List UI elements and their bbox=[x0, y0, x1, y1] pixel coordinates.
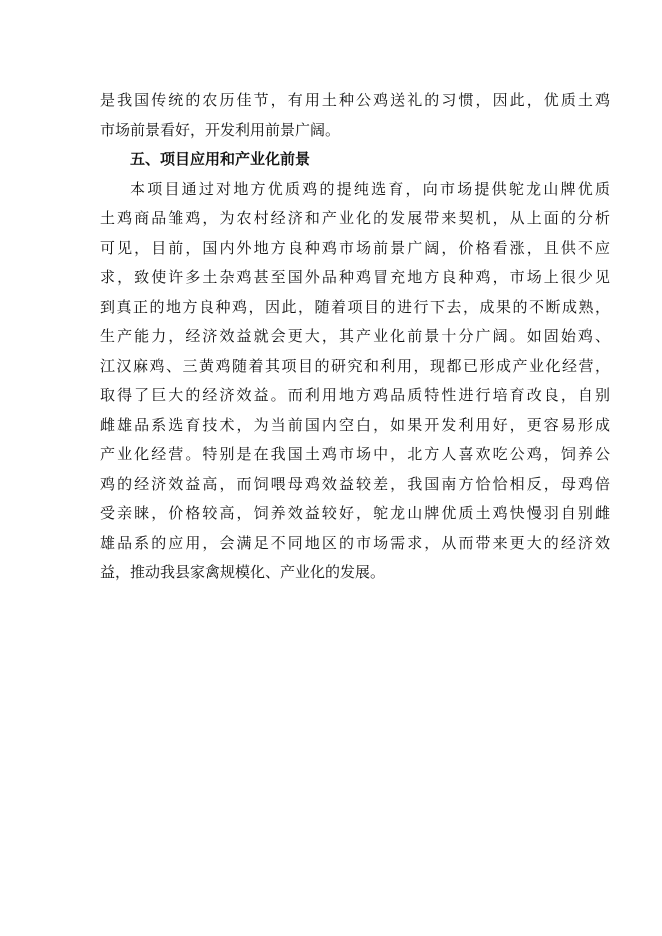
section-heading: 五、项目应用和产业化前景 bbox=[130, 150, 311, 168]
body-line-6: 生产能力，经济效益就会更大，其产业化前景十分广阔。如固始鸡、 bbox=[100, 327, 610, 345]
body-line-2: 土鸡商品雏鸡，为农村经济和产业化的发展带来契机，从上面的分析 bbox=[100, 209, 610, 227]
body-line-5: 到真正的地方良种鸡，因此，随着项目的进行下去，成果的不断成熟， bbox=[100, 297, 610, 316]
body-line-9: 雌雄品系选育技术，为当前国内空白，如果开发利用好，更容易形成 bbox=[100, 415, 610, 434]
body-line-12: 受亲睐，价格较高，饲养效益较好，鸵龙山牌优质土鸡快慢羽自别雌 bbox=[100, 504, 610, 522]
body-line-1: 本项目通过对地方优质鸡的提纯选育，向市场提供鸵龙山牌优质 bbox=[130, 179, 610, 198]
body-line-11: 鸡的经济效益高，而饲喂母鸡效益较差，我国南方恰恰相反，母鸡倍 bbox=[100, 474, 610, 493]
document-body bbox=[100, 86, 610, 588]
body-line-4: 求，致使许多土杂鸡甚至国外品种鸡冒充地方良种鸡，市场上很少见 bbox=[100, 268, 610, 286]
body-line-14: 益，推动我县家禽规模化、产业化的发展。 bbox=[100, 563, 386, 581]
intro-line-2: 市场前景看好，开发利用前景广阔。 bbox=[100, 120, 341, 139]
intro-line-1: 是我国传统的农历佳节，有用土种公鸡送礼的习惯，因此，优质土鸡 bbox=[100, 91, 610, 109]
body-line-8: 取得了巨大的经济效益。而利用地方鸡品质特性进行培育改良，自别 bbox=[100, 386, 610, 404]
body-line-13: 雄品系的应用，会满足不同地区的市场需求，从而带来更大的经济效 bbox=[100, 533, 610, 552]
body-line-7: 江汉麻鸡、三黄鸡随着其项目的研究和利用，现都已形成产业化经营， bbox=[100, 356, 610, 375]
body-line-10: 产业化经营。特别是在我国土鸡市场中，北方人喜欢吃公鸡，饲养公 bbox=[100, 445, 610, 463]
body-line-3: 可见，目前，国内外地方良种鸡市场前景广阔，价格看涨，且供不应 bbox=[100, 238, 610, 257]
